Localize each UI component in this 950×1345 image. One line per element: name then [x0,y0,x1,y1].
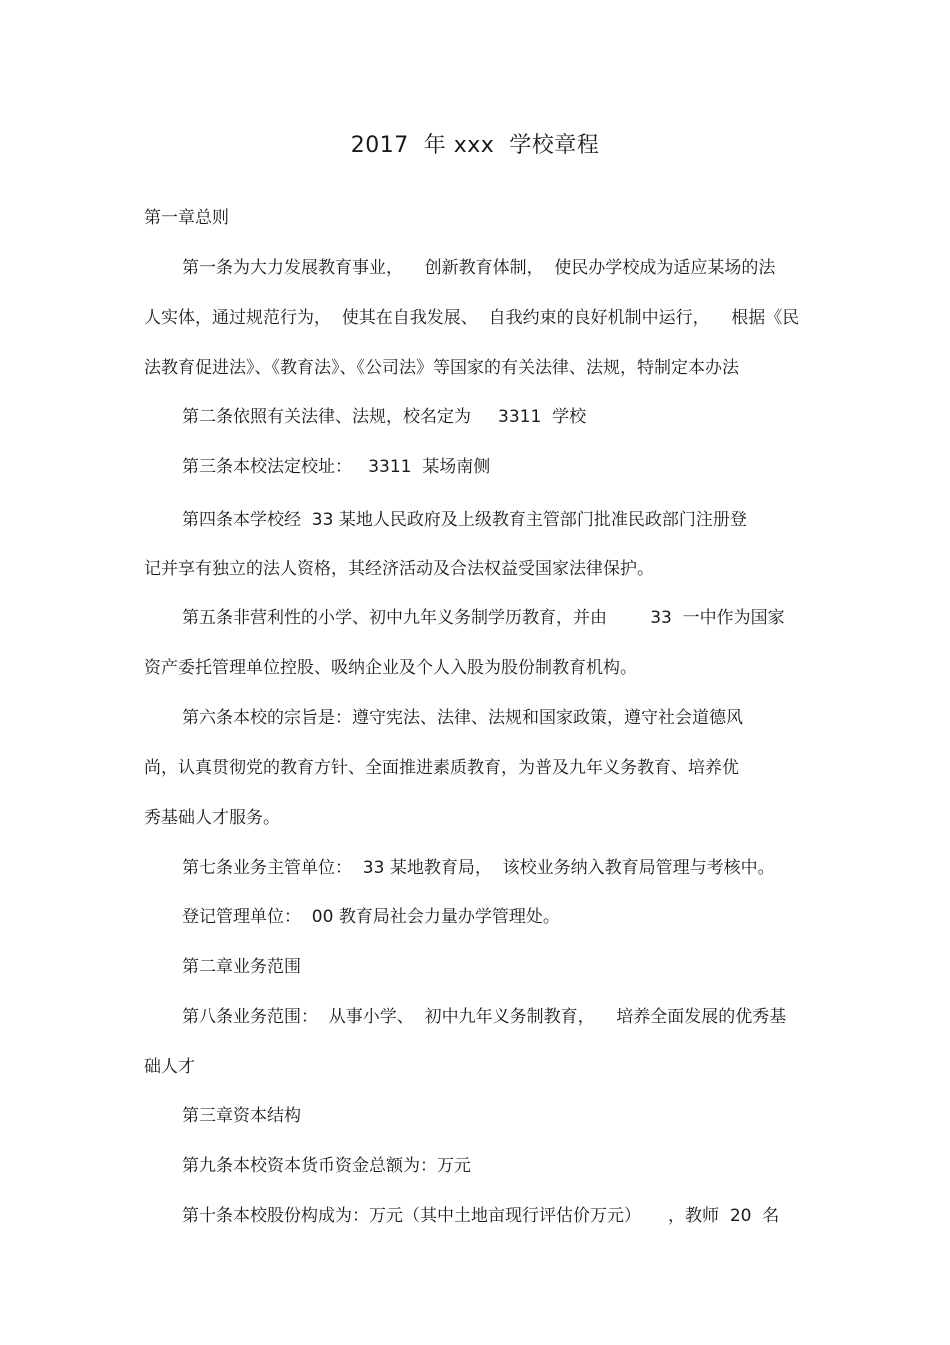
paragraph-line: 第十条本校股份构成为：万元（其中土地亩现行评估价万元） ，教师 20 名 [182,1206,780,1226]
chapter-2-heading: 第二章业务范围 [182,957,301,977]
paragraph-line: 人实体，通过规范行为， 使其在自我发展、 自我约束的良好机制中运行， 根据《民 [144,308,800,328]
paragraph-line: 第五条非营利性的小学、初中九年义务制学历教育，并由 33 一中作为国家 [182,608,785,628]
paragraph-line: 第七条业务主管单位： 33 某地教育局， 该校业务纳入教育局管理与考核中。 [182,858,775,878]
paragraph-line: 第二条依照有关法律、法规，校名定为 3311 学校 [182,407,587,427]
paragraph-line: 资产委托管理单位控股、吸纳企业及个人入股为股份制教育机构。 [144,658,637,678]
paragraph-line: 第一条为大力发展教育事业， 创新教育体制， 使民办学校成为适应某场的法 [182,258,776,278]
paragraph-line: 第八条业务范围： 从事小学、 初中九年义务制教育， 培养全面发展的优秀基 [182,1007,787,1027]
paragraph-line: 第四条本学校经 33 某地人民政府及上级教育主管部门批准民政部门注册登 [182,510,747,530]
document-title: 2017 年 xxx 学校章程 [350,133,600,158]
paragraph-line: 第六条本校的宗旨是：遵守宪法、法律、法规和国家政策，遵守社会道德风 [182,708,743,728]
paragraph-line: 记并享有独立的法人资格，其经济活动及合法权益受国家法律保护。 [144,559,654,579]
paragraph-line: 尚，认真贯彻党的教育方针、全面推进素质教育，为普及九年义务教育、培养优 [144,758,739,778]
chapter-3-heading: 第三章资本结构 [182,1106,301,1126]
chapter-1-heading: 第一章总则 [144,208,229,228]
paragraph-line: 秀基础人才服务。 [144,808,280,828]
paragraph-line: 础人才 [144,1057,195,1077]
paragraph-line: 第九条本校资本货币资金总额为：万元 [182,1156,471,1176]
paragraph-line: 法教育促进法》、《教育法》、《公司法》等国家的有关法律、法规，特制定本办法 [144,358,739,378]
paragraph-line: 登记管理单位： 00 教育局社会力量办学管理处。 [182,907,560,927]
paragraph-line: 第三条本校法定校址： 3311 某场南侧 [182,457,491,477]
